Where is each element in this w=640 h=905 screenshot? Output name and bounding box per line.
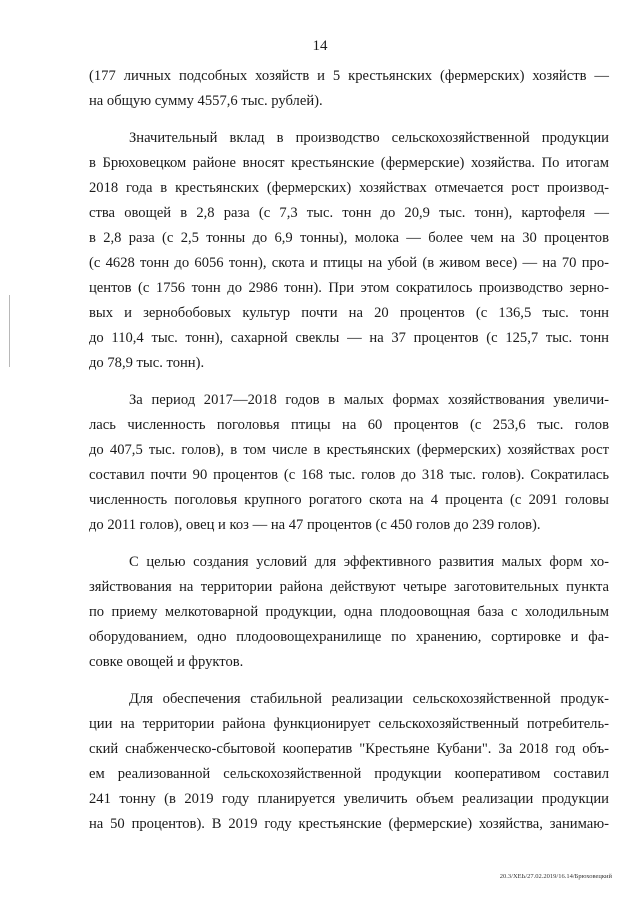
text-line: (с 4628 тонн до 6056 тонн), скота и птицы на убой (в живом весе) — на 70 про- bbox=[89, 255, 609, 271]
scan-margin-mark bbox=[9, 295, 10, 367]
paragraph bbox=[89, 126, 609, 376]
text-line: в Брюховецком районе вносят крестьянские (фермерские) хозяйства. По итогам bbox=[89, 155, 609, 171]
text-line: численность поголовья крупного рогатого скота на 4 процента (с 2091 головы bbox=[89, 492, 609, 508]
text-line: по приему мелкотоварной продукции, одна плодоовощная база с холодильным bbox=[89, 604, 609, 620]
text-line: ства овощей в 2,8 раза (с 7,3 тыс. тонн до 20,9 тыс. тонн), картофеля — bbox=[89, 205, 609, 221]
paragraph bbox=[89, 687, 609, 837]
paragraph bbox=[89, 550, 609, 675]
text-line: совке овощей и фруктов. bbox=[89, 654, 244, 670]
text-line: на 50 процентов). В 2019 году крестьянские (фермерские) хозяйства, занимаю- bbox=[89, 816, 609, 832]
text-line: 241 тонну (в 2019 году планируется увеличить объем реализации продукции bbox=[89, 791, 609, 807]
text-line: Для обеспечения стабильной реализации сельскохозяйственной продук- bbox=[129, 691, 609, 707]
text-line: на общую сумму 4557,6 тыс. рублей). bbox=[89, 93, 323, 109]
text-line: оборудованием, одно плодоовощехранилище по хранению, сортировке и фа- bbox=[89, 629, 609, 645]
text-line: лась численность поголовья птицы на 60 процентов (с 253,6 тыс. голов bbox=[89, 417, 609, 433]
text-line: ции на территории района функционирует сельскохозяйственный потребитель- bbox=[89, 716, 609, 732]
text-line: Значительный вклад в производство сельскохозяйственной продукции bbox=[129, 130, 609, 146]
text-line: вых и зернобобовых культур почти на 20 процентов (с 136,5 тыс. тонн bbox=[89, 305, 609, 321]
text-line: (177 личных подсобных хозяйств и 5 крестьянских (фермерских) хозяйств — bbox=[89, 68, 609, 84]
text-line: зяйствования на территории района действуют четыре заготовительных пункта bbox=[89, 579, 609, 595]
paragraph bbox=[89, 388, 609, 538]
text-line: в 2,8 раза (с 2,5 тонны до 6,9 тонны), молока — более чем на 30 процентов bbox=[89, 230, 609, 246]
text-line: до 78,9 тыс. тонн). bbox=[89, 355, 205, 371]
paragraph bbox=[89, 64, 609, 114]
text-line: 2018 года в крестьянских (фермерских) хозяйствах отмечается рост производ- bbox=[89, 180, 609, 196]
text-line: ский снабженческо-сбытовой кооператив "Крестьяне Кубани". За 2018 год объ- bbox=[89, 741, 609, 757]
text-line: до 407,5 тыс. голов), в том числе в крестьянских (фермерских) хозяйствах рост bbox=[89, 442, 609, 458]
text-line: составил почти 90 процентов (с 168 тыс. голов до 318 тыс. голов). Сократилась bbox=[89, 467, 609, 483]
body-text bbox=[89, 64, 609, 837]
page-number: 14 bbox=[312, 38, 328, 54]
text-line: центов (с 1756 тонн до 2986 тонн). При этом сократилось производство зерно- bbox=[89, 280, 609, 296]
document-footer-code: 20.3/ХЕЬ/27.02.2019/16.14/Брюховецкий bbox=[499, 873, 612, 880]
text-line: до 110,4 тыс. тонн), сахарной свеклы — на 37 процентов (с 125,7 тыс. тонн bbox=[89, 330, 609, 346]
text-line: За период 2017—2018 годов в малых формах хозяйствования увеличи- bbox=[129, 392, 609, 408]
text-line: до 2011 голов), овец и коз — на 47 процентов (с 450 голов до 239 голов). bbox=[89, 517, 541, 533]
text-line: ем реализованной сельскохозяйственной продукции кооперативом составил bbox=[89, 766, 609, 782]
text-line: С целью создания условий для эффективного развития малых форм хо- bbox=[129, 554, 609, 570]
